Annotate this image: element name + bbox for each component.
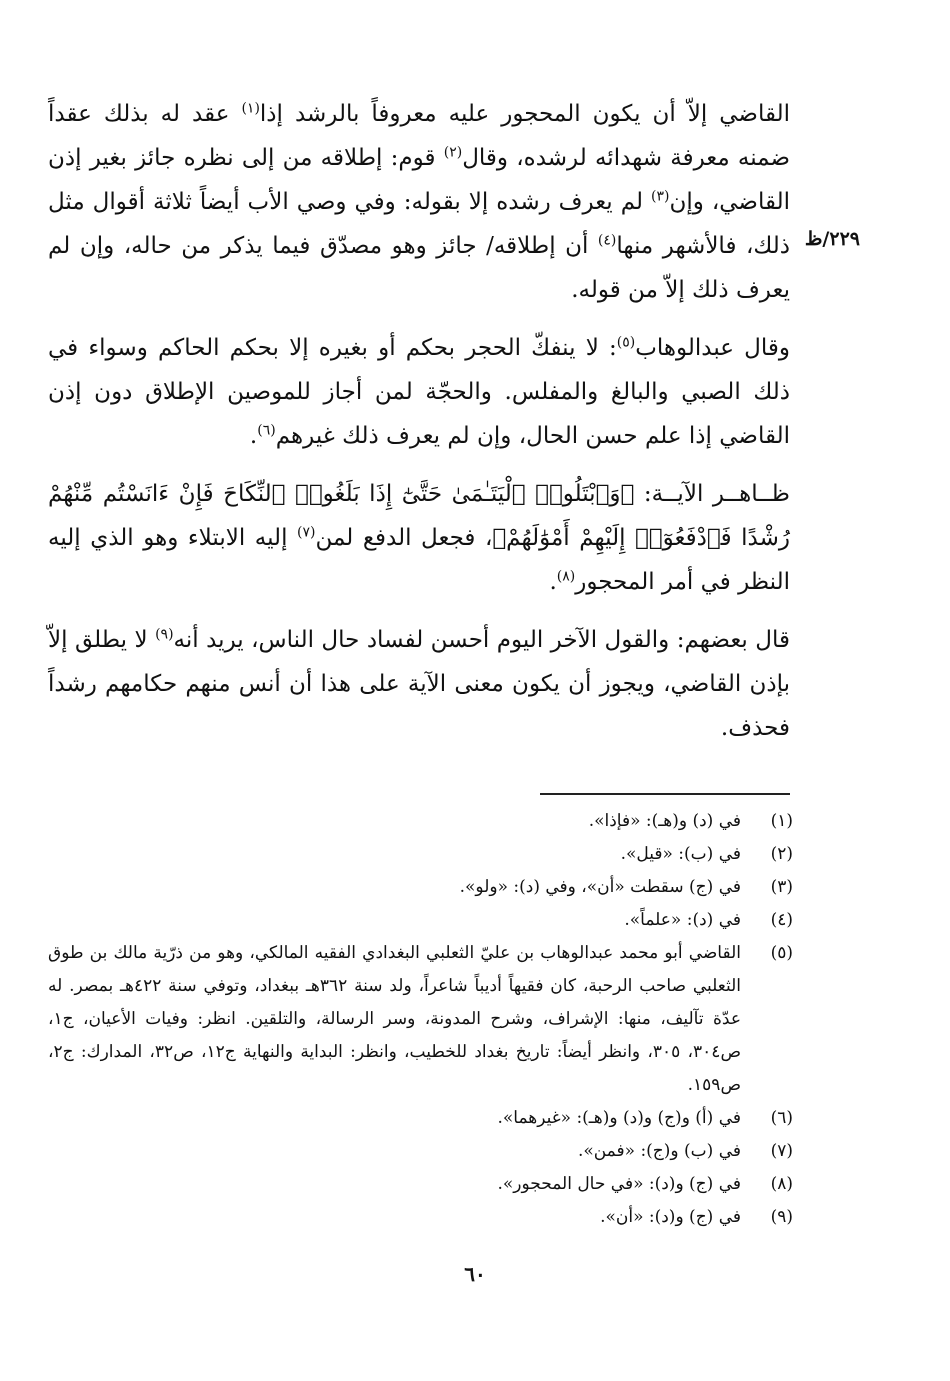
footnote-text: في (د): «علماً». xyxy=(624,910,741,930)
footnote-number: (٦) xyxy=(770,1108,793,1128)
footnote-ref[interactable]: (١) xyxy=(241,100,260,117)
manuscript-folio-note: ٢٢٩/ظ xyxy=(804,228,860,250)
text-span: قال بعضهم: والقول الآخر اليوم أحسن لفساد حال الناس، يريد أنه xyxy=(173,627,790,653)
footnote-ref[interactable]: (٦) xyxy=(257,422,276,439)
footnote-item xyxy=(48,937,793,1102)
text-span: ظــاهــر الآيــة: xyxy=(634,481,790,507)
paragraph-3 xyxy=(48,472,790,604)
footnote-number: (٥) xyxy=(770,943,793,963)
text-span: وقال عبدالوهاب xyxy=(635,335,791,361)
footnote-item xyxy=(48,1168,793,1201)
footnote-ref[interactable]: (٨) xyxy=(556,568,576,585)
text-span: لا يطلق إلاّ بإذن القاضي، ويجوز أن يكون معنى الآية على هذا أن أنس منهم حكامهم رشداً فحذف. xyxy=(48,627,790,741)
text-span: لم يعرف رشده إلا بقوله: وفي وصي الأب أيضاً ثلاثة أقوال مثل ذلك، فالأشهر منها xyxy=(48,189,791,259)
text-span: أن إطلاقه/ جائز وهو مصدّق فيما يذكر من حاله، وإن لم يعرف ذلك إلاّ من قوله. xyxy=(48,233,790,303)
page-number: ٦٠ xyxy=(464,1262,486,1286)
footnote-item xyxy=(48,838,793,871)
footnote-ref[interactable]: (٤) xyxy=(597,232,617,249)
main-text xyxy=(48,92,790,764)
text-span: عقد له بذلك عقداً ضمنه معرفة شهدائه لرشده، وقال xyxy=(48,101,790,171)
footnote-number: (٩) xyxy=(770,1207,793,1227)
footnote-ref[interactable]: (٩) xyxy=(155,626,174,643)
footnote-item xyxy=(48,1201,793,1234)
footnote-number: (٧) xyxy=(770,1141,793,1161)
footnote-ref[interactable]: (٧) xyxy=(297,524,316,541)
paragraph-4 xyxy=(48,618,790,750)
footnote-text: في (ج) و(د): «أن». xyxy=(600,1207,741,1227)
footnote-ref[interactable]: (٣) xyxy=(650,188,670,205)
footnotes xyxy=(48,805,793,1234)
text-span: إليه الابتلاء وهو الذي إليه النظر في أمر المحجور xyxy=(48,525,790,595)
text-span: قوم: إطلاقه من إلى نظره جائز بغير إذن القاضي، وإن xyxy=(48,145,790,215)
footnote-text: في (ب): «قيل». xyxy=(620,844,741,864)
footnote-text: في (ب) و(ج): «فمن». xyxy=(577,1141,741,1161)
footnote-item xyxy=(48,805,793,838)
footnote-item xyxy=(48,871,793,904)
footnote-ref[interactable]: (٢) xyxy=(443,144,463,161)
paragraph-1 xyxy=(48,92,790,312)
footnote-number: (٣) xyxy=(770,877,793,897)
paragraph-2 xyxy=(48,326,790,458)
footnote-text: في (ج) و(د): «في حال المحجور». xyxy=(497,1174,741,1194)
text-span: . xyxy=(249,423,258,449)
text-span: ، فجعل الدفع لمن xyxy=(315,525,493,551)
footnote-number: (٢) xyxy=(770,844,793,864)
footnote-separator xyxy=(540,793,790,795)
text-span: : لا ينفكّ الحجر بحكم أو بغيره إلا بحكم الحاكم وسواء في ذلك الصبي والبالغ والمفلس. والحجّة لمن أجاز للموصين الإطلاق دون إذن القاضي إذا علم حسن الحال، وإن لم يعرف ذلك غيرهم xyxy=(48,335,790,449)
text-span: . xyxy=(549,569,557,595)
footnote-text: في (أ) و(ج) و(د) و(هـ): «غيرهما». xyxy=(497,1108,741,1128)
quran-verse: ﴿وَٱبْتَلُوا۟ ٱلْيَتَـٰمَىٰ حَتَّىٰٓ إِذَا بَلَغُوا۟ ٱلنِّكَاحَ فَإِنْ ءَانَسْتُم مِّنْهُمْ رُشْدًا فَٱدْفَعُوٓا۟ إِلَيْهِمْ أَمْوَٰلَهُمْ﴾ xyxy=(48,481,790,551)
footnote-number: (٨) xyxy=(770,1174,793,1194)
text-span: القاضي إلاّ أن يكون المحجور عليه معروفاً بالرشد إذا xyxy=(259,101,790,127)
footnote-item xyxy=(48,1135,793,1168)
footnote-text: في (ج) سقطت «أن»، وفي (د): «ولو». xyxy=(459,877,741,897)
footnote-number: (٤) xyxy=(770,910,793,930)
footnote-item xyxy=(48,904,793,937)
footnote-text: في (د) و(هـ): «فإذا». xyxy=(588,811,741,831)
footnote-number: (١) xyxy=(770,811,793,831)
footnote-item xyxy=(48,1102,793,1135)
footnote-ref[interactable]: (٥) xyxy=(616,334,636,351)
footnote-text: القاضي أبو محمد عبدالوهاب بن عليّ الثعلبي البغدادي الفقيه المالكي، وهو من ذرّية مالك بن طوق الثعلبي صاحب الرحبة، كان فقيهاً أديباً شاعراً، ولد سنة ٣٦٢هـ ببغداد، وتوفي سنة ٤٢٢هـ بمصر. له عدّة تآليف، منها: الإشراف، وشرح المدونة، وسر الرسالة، والتلقين. انظر: وفيات الأعيان، ج١، ص٣٠٤، ٣٠٥، وانظر أيضاً: تاريخ بغداد للخطيب، وانظر: البداية والنهاية ج١٢، ص٣٢، المدارك: ج٢، ص١٥٩. xyxy=(48,943,741,1095)
